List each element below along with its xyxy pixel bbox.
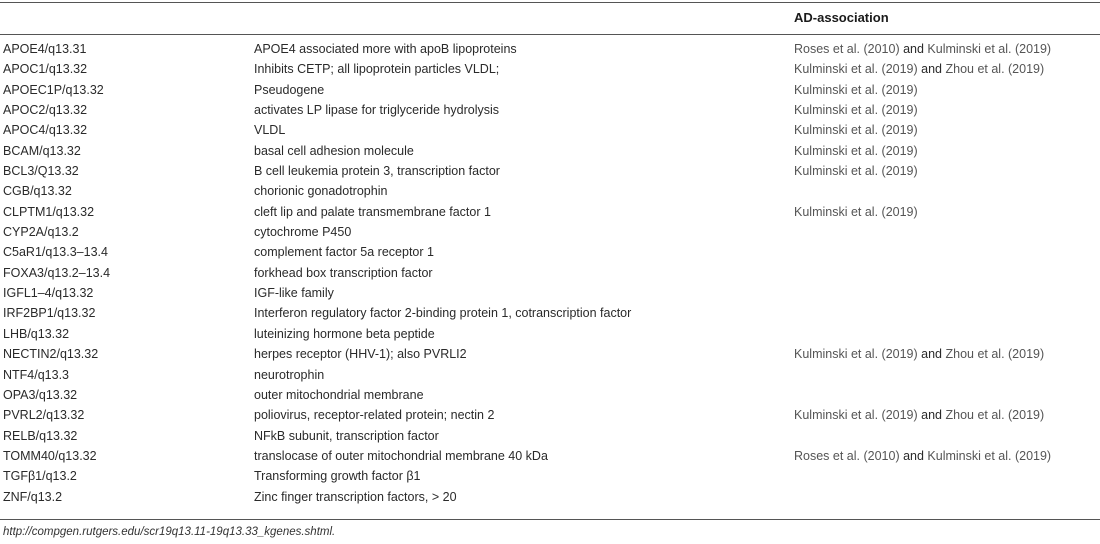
table-row bbox=[0, 365, 1100, 385]
gene-cell: NECTIN2/q13.32 bbox=[3, 347, 99, 362]
ad-association-cell bbox=[794, 202, 918, 222]
function-cell: poliovirus, receptor-related protein; nectin 2 bbox=[254, 408, 495, 423]
table-row bbox=[0, 141, 1100, 161]
function-cell: cleft lip and palate transmembrane factor 1 bbox=[254, 204, 491, 219]
reference-link[interactable]: Kulminski et al. (2019) bbox=[927, 42, 1052, 56]
table-row bbox=[0, 39, 1100, 59]
table-row bbox=[0, 222, 1100, 242]
table-row bbox=[0, 426, 1100, 446]
ad-association-cell bbox=[794, 59, 1044, 79]
gene-cell: BCAM/q13.32 bbox=[3, 143, 81, 158]
function-cell: outer mitochondrial membrane bbox=[254, 387, 424, 402]
table-row bbox=[0, 120, 1100, 140]
ad-association-cell bbox=[794, 141, 918, 161]
gene-cell: ZNF/q13.2 bbox=[3, 489, 63, 504]
gene-cell: BCL3/Q13.32 bbox=[3, 164, 79, 179]
ad-association-cell bbox=[794, 405, 1044, 425]
gene-cell: CYP2A/q13.2 bbox=[3, 225, 79, 240]
gene-cell: RELB/q13.32 bbox=[3, 428, 78, 443]
gene-cell: CGB/q13.32 bbox=[3, 184, 72, 199]
table-row bbox=[0, 466, 1100, 486]
reference-conjunction: and bbox=[899, 448, 928, 463]
gene-cell: NTF4/q13.3 bbox=[3, 367, 70, 382]
header-ad-association: AD-association bbox=[794, 10, 889, 25]
gene-cell: TGFβ1/q13.2 bbox=[3, 469, 77, 484]
table-row bbox=[0, 446, 1100, 466]
gene-cell: APOC1/q13.32 bbox=[3, 62, 88, 77]
gene-cell: IGFL1–4/q13.32 bbox=[3, 286, 94, 301]
ad-association-cell bbox=[794, 100, 918, 120]
function-cell: VLDL bbox=[254, 123, 286, 138]
reference-link[interactable]: Kulminski et al. (2019) bbox=[794, 164, 918, 179]
function-cell: Interferon regulatory factor 2-binding protein 1, cotranscription factor bbox=[254, 306, 632, 321]
function-cell: forkhead box transcription factor bbox=[254, 265, 433, 280]
reference-conjunction: and bbox=[917, 347, 946, 362]
gene-cell: APOC4/q13.32 bbox=[3, 123, 88, 138]
gene-cell: IRF2BP1/q13.32 bbox=[3, 306, 96, 321]
function-cell: NFkB subunit, transcription factor bbox=[254, 428, 439, 443]
gene-cell: LHB/q13.32 bbox=[3, 326, 70, 341]
gene-cell: PVRL2/q13.32 bbox=[3, 408, 85, 423]
function-cell: translocase of outer mitochondrial membrane 40 kDa bbox=[254, 448, 548, 463]
reference-link[interactable]: Kulminski et al. (2019) bbox=[794, 204, 918, 219]
function-cell: APOE4 associated more with apoB lipoproteins bbox=[254, 42, 517, 56]
reference-link[interactable]: Kulminski et al. (2019) bbox=[794, 408, 918, 423]
table-row bbox=[0, 80, 1100, 100]
reference-link[interactable]: Kulminski et al. (2019) bbox=[794, 103, 918, 118]
table-row bbox=[0, 263, 1100, 283]
table-row bbox=[0, 202, 1100, 222]
reference-link[interactable]: Kulminski et al. (2019) bbox=[794, 143, 918, 158]
ad-association-cell bbox=[794, 344, 1044, 364]
table-row bbox=[0, 344, 1100, 364]
function-cell: activates LP lipase for triglyceride hydrolysis bbox=[254, 103, 500, 118]
function-cell: luteinizing hormone beta peptide bbox=[254, 326, 435, 341]
reference-link[interactable]: Kulminski et al. (2019) bbox=[794, 62, 918, 77]
function-cell: Transforming growth factor β1 bbox=[254, 469, 421, 484]
table-row bbox=[0, 100, 1100, 120]
gene-cell: APOEC1P/q13.32 bbox=[3, 82, 104, 97]
function-cell: neurotrophin bbox=[254, 367, 325, 382]
reference-conjunction: and bbox=[917, 408, 946, 423]
reference-conjunction: and bbox=[899, 42, 928, 56]
table-row bbox=[0, 283, 1100, 303]
ad-association-cell bbox=[794, 39, 1051, 59]
function-cell: IGF-like family bbox=[254, 286, 334, 301]
function-cell: complement factor 5a receptor 1 bbox=[254, 245, 434, 260]
function-cell: Inhibits CETP; all lipoprotein particles VLDL; bbox=[254, 62, 500, 77]
table-row bbox=[0, 161, 1100, 181]
reference-link[interactable]: Kulminski et al. (2019) bbox=[927, 448, 1052, 463]
gene-cell: APOE4/q13.31 bbox=[3, 42, 87, 56]
table-row bbox=[0, 242, 1100, 262]
table-header-rule bbox=[0, 34, 1100, 35]
gene-cell: FOXA3/q13.2–13.4 bbox=[3, 265, 111, 280]
function-cell: herpes receptor (HHV-1); also PVRLI2 bbox=[254, 347, 467, 362]
gene-cell: C5aR1/q13.3–13.4 bbox=[3, 245, 108, 260]
table-row bbox=[0, 487, 1100, 507]
gene-cell: OPA3/q13.32 bbox=[3, 387, 78, 402]
function-cell: Zinc finger transcription factors, > 20 bbox=[254, 489, 457, 504]
function-cell: Pseudogene bbox=[254, 82, 325, 97]
table-body bbox=[0, 39, 1100, 507]
reference-link[interactable]: Zhou et al. (2019) bbox=[945, 62, 1045, 77]
table-header bbox=[0, 3, 1100, 33]
table-row bbox=[0, 59, 1100, 79]
reference-link[interactable]: Zhou et al. (2019) bbox=[945, 347, 1045, 362]
function-cell: chorionic gonadotrophin bbox=[254, 184, 388, 199]
reference-link[interactable]: Roses et al. (2010) bbox=[794, 42, 900, 56]
reference-link[interactable]: Kulminski et al. (2019) bbox=[794, 123, 918, 138]
table-bottom-rule bbox=[0, 519, 1100, 520]
table-row bbox=[0, 405, 1100, 425]
reference-link[interactable]: Kulminski et al. (2019) bbox=[794, 347, 918, 362]
gene-cell: CLPTM1/q13.32 bbox=[3, 204, 95, 219]
reference-link[interactable]: Zhou et al. (2019) bbox=[945, 408, 1045, 423]
reference-conjunction: and bbox=[917, 62, 946, 77]
ad-association-cell bbox=[794, 446, 1051, 466]
ad-association-cell bbox=[794, 120, 918, 140]
function-cell: B cell leukemia protein 3, transcription factor bbox=[254, 164, 500, 179]
table-row bbox=[0, 324, 1100, 344]
ad-association-cell bbox=[794, 80, 918, 100]
reference-link[interactable]: Roses et al. (2010) bbox=[794, 448, 900, 463]
ad-association-cell bbox=[794, 161, 918, 181]
function-cell: basal cell adhesion molecule bbox=[254, 143, 414, 158]
table-row bbox=[0, 385, 1100, 405]
function-cell: cytochrome P450 bbox=[254, 225, 352, 240]
table-footnote: http://compgen.rutgers.edu/scr19q13.11-19q13.33_kgenes.shtml. bbox=[3, 526, 336, 538]
table-row bbox=[0, 181, 1100, 201]
table-row bbox=[0, 303, 1100, 323]
gene-cell: TOMM40/q13.32 bbox=[3, 448, 97, 463]
gene-cell: APOC2/q13.32 bbox=[3, 103, 88, 118]
reference-link[interactable]: Kulminski et al. (2019) bbox=[794, 82, 918, 97]
